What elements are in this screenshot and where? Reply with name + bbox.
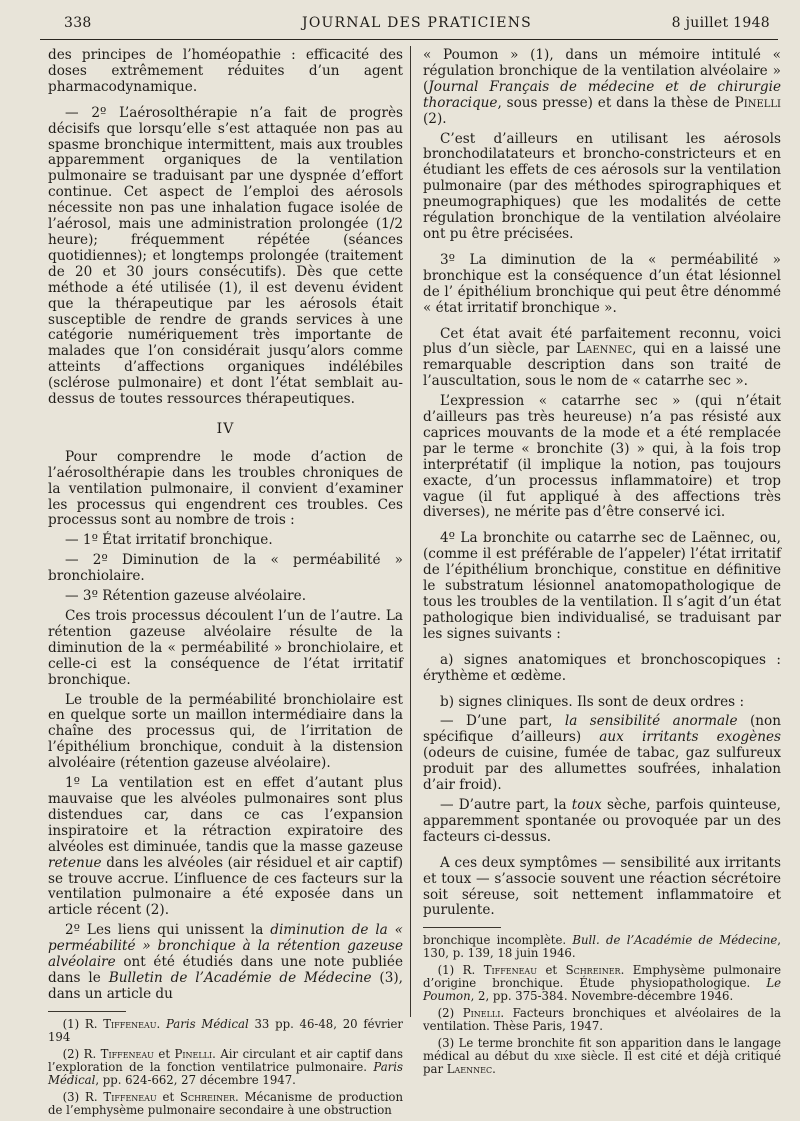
footnote-rule — [423, 927, 501, 928]
footnote-rule — [48, 1011, 126, 1012]
paragraph: L’expression « catarrhe sec » (qui n’était d’ailleurs pas très heureuse) n’a pas résisté aux caprices mouvants de la mode et a été remplacée par le terme « bronchite (3) » qui, à la fois trop interprétatif (il implique la notion, pas toujours exacte, d’un processus inflammatoire) et trop vague (il fut appliqué à des affections très diverses), ne mérite pas d’être conservé ici. — [423, 393, 781, 521]
footnote: (1) R. Tiffeneau et Schreiner. Emphysème pulmonaire d’origine bronchique. Étude physiopathologique. Le Poumon, 2, pp. 375-384. Novembre-décembre 1946. — [423, 963, 782, 1004]
header-rule — [40, 39, 778, 40]
paragraph: Le trouble de la perméabilité bronchiolaire est en quelque sorte un maillon intermédiaire dans la chaîne des processus qui, de l’irritation de l’épithélium bronchique, conduit à la distension alvoléaire (rétention gazeuse alvéolaire). — [48, 691, 403, 772]
paragraph: b) signes cliniques. Ils sont de deux ordres : — [440, 693, 745, 710]
paragraph: des principes de l’homéopathie : efficacité des doses extrêmement réduites d’un agent pharmacodynamique. — [48, 47, 403, 95]
paragraph: « Poumon » (1), dans un mémoire intitulé « régulation bronchique de la ventilation alvéolaire » (Journal Français de médecine et de chirurgie thoracique, sous presse) et dans la thèse de Pinelli (2). — [423, 47, 781, 127]
list-item: — 3º Rétention gazeuse alvéolaire. — [65, 588, 307, 605]
paragraph: — D’une part, la sensibilité anormale (non spécifique d’ailleurs) aux irritants exogènes (odeurs de cuisine, fumée de tabac, gaz sulfureux produit par des allumettes soufrées, inhalation d’air froid). — [423, 713, 781, 794]
journal-title: JOURNAL DES PRATICIENS — [302, 15, 532, 31]
footnote: (3) Le terme bronchite fit son apparition dans le langage médical au début du xixe siècle. Il est cité et déjà critiqué par Laennec. — [423, 1036, 781, 1077]
paragraph: a) signes anatomiques et bronchoscopiques : érythème et œdème. — [423, 651, 781, 684]
paragraph: A ces deux symptômes — sensibilité aux irritants et toux — s’associe souvent une réaction sécrétoire soit séreuse, soit nettement inflammatoire et purulente. — [423, 854, 781, 919]
footnote-continued: bronchique incomplète. Bull. de l’Académie de Médecine, 130, p. 139, 18 juin 1946. — [423, 933, 781, 961]
footnote: (2) R. Tiffeneau et Pinelli. Air circulant et air captif dans l’exploration de la fonction ventilatrice pulmonaire. Paris Médical, pp. 624-662, 27 décembre 1947. — [48, 1046, 404, 1087]
issue-date: 8 juillet 1948 — [671, 15, 770, 31]
right-column — [423, 48, 781, 1080]
paragraph: Ces trois processus découlent l’un de l’autre. La rétention gazeuse alvéolaire résulte de la diminution de la « perméabilité » bronchiolaire, et celle-ci est la conséquence de l’état irritatif bronchique. — [48, 608, 403, 688]
footnote: (3) R. Tiffeneau et Schreiner. Mécanisme de production de l’emphysème pulmonaire secondaire à une obstruction — [48, 1089, 403, 1117]
footnote: (2) Pinelli. Facteurs bronchiques et alvéolaires de la ventilation. Thèse Paris, 1947. — [423, 1006, 781, 1034]
paragraph: — 2º L’aérosolthérapie n’a fait de progrès décisifs que lorsqu’elle s’est attaquée non pas au spasme bronchique intermittent, mais aux troubles apparemment organiques de la ventilation pulmonaire se traduisant par une dyspnée d’effort continue. Cet aspect de l’emploi des aérosols nécessite non pas une inhalation fugace isolée de l’aérosol, mais une administration prolongée (1/2 heure); fréquemment répétée (séances quotidiennes); et longtemps prolongée (traitement de 20 et 30 jours consécutifs). Dès que cette méthode a été utilisée (1), il est devenu évident que la thérapeutique par les aérosols était susceptible de rendre de grands services à une catégorie numériquement très importante de malades que l’on considérait jusqu’alors comme atteints d’affections organiques indélébiles (sclérose pulmonaire) et dont l’état semblait au-dessus de toutes ressources thérapeutiques. — [48, 104, 403, 408]
paragraph: Cet état avait été parfaitement reconnu, voici plus d’un siècle, par Laennec, qui en a laissé une remarquable description dans son traité de l’auscultation, sous le nom de « catarrhe sec ». — [423, 325, 781, 390]
paragraph: 1º La ventilation est en effet d’autant plus mauvaise que les alvéoles pulmonaires sont plus distendues car, dans ce cas l’expansion inspiratoire et la rétraction expiratoire des alvéoles est diminuée, tandis que la masse gazeuse retenue dans les alvéoles (air résiduel et air captif) se trouve accrue. L’influence de ces facteurs sur la ventilation pulmonaire a été exposée dans un article récent (2). — [48, 775, 403, 919]
page-header — [64, 12, 770, 34]
paragraph: C’est d’ailleurs en utilisant les aérosols bronchodilatateurs et broncho-constricteurs et en étudiant les effets de ces aérosols sur la ventilation pulmonaire (par des méthodes spirographiques et pneumographiques) que les modalités de cette régulation bronchique de la ventilation alvéolaire ont pu être précisées. — [423, 130, 781, 242]
footnote: (1) R. Tiffeneau. Paris Médical 33 pp. 46-48, 20 février 194 — [48, 1016, 403, 1044]
list-item: — 1º État irritatif bronchique. — [65, 532, 273, 549]
paragraph: 3º La diminution de la « perméabilité » bronchique est la conséquence d’un état lésionnel de l’ épithélium bronchique qui peut être dénommé « état irritatif bronchique ». — [423, 251, 781, 316]
list-item: — 2º Diminution de la « perméabilité » bronchiolaire. — [48, 552, 403, 585]
paragraph: Pour comprendre le mode d’action de l’aérosolthérapie dans les troubles chroniques de la ventilation pulmonaire, il convient d’examiner les processus qui engendrent ces troubles. Ces processus sont au nombre de trois : — [48, 448, 403, 529]
left-column — [48, 48, 403, 1121]
page-number: 338 — [64, 15, 92, 31]
paragraph: 2º Les liens qui unissent la diminution de la « perméabilité » bronchique à la rétention gazeuse alvéolaire ont été étudiés dans une note publiée dans le Bulletin de l’Académie de Médecine (3), dans un article du — [48, 922, 403, 1002]
paragraph: 4º La bronchite ou catarrhe sec de Laënnec, ou, (comme il est préférable de l’appeler) l’état irritatif de l’épithélium bronchique, constitue en définitive le substratum lésionnel anatomopathologique de tous les troubles de la ventilation. Il s’agit d’un état pathologique bien individualisé, se traduisant par les signes suivants : — [423, 530, 781, 642]
footnotes — [423, 934, 781, 1076]
paragraph: — D’autre part, la toux sèche, parfois quinteuse, apparemment spontanée ou provoquée par un des facteurs ci-dessus. — [423, 796, 781, 845]
section-heading: IV — [216, 420, 235, 437]
column-divider — [410, 46, 411, 1017]
footnotes — [48, 1018, 403, 1117]
